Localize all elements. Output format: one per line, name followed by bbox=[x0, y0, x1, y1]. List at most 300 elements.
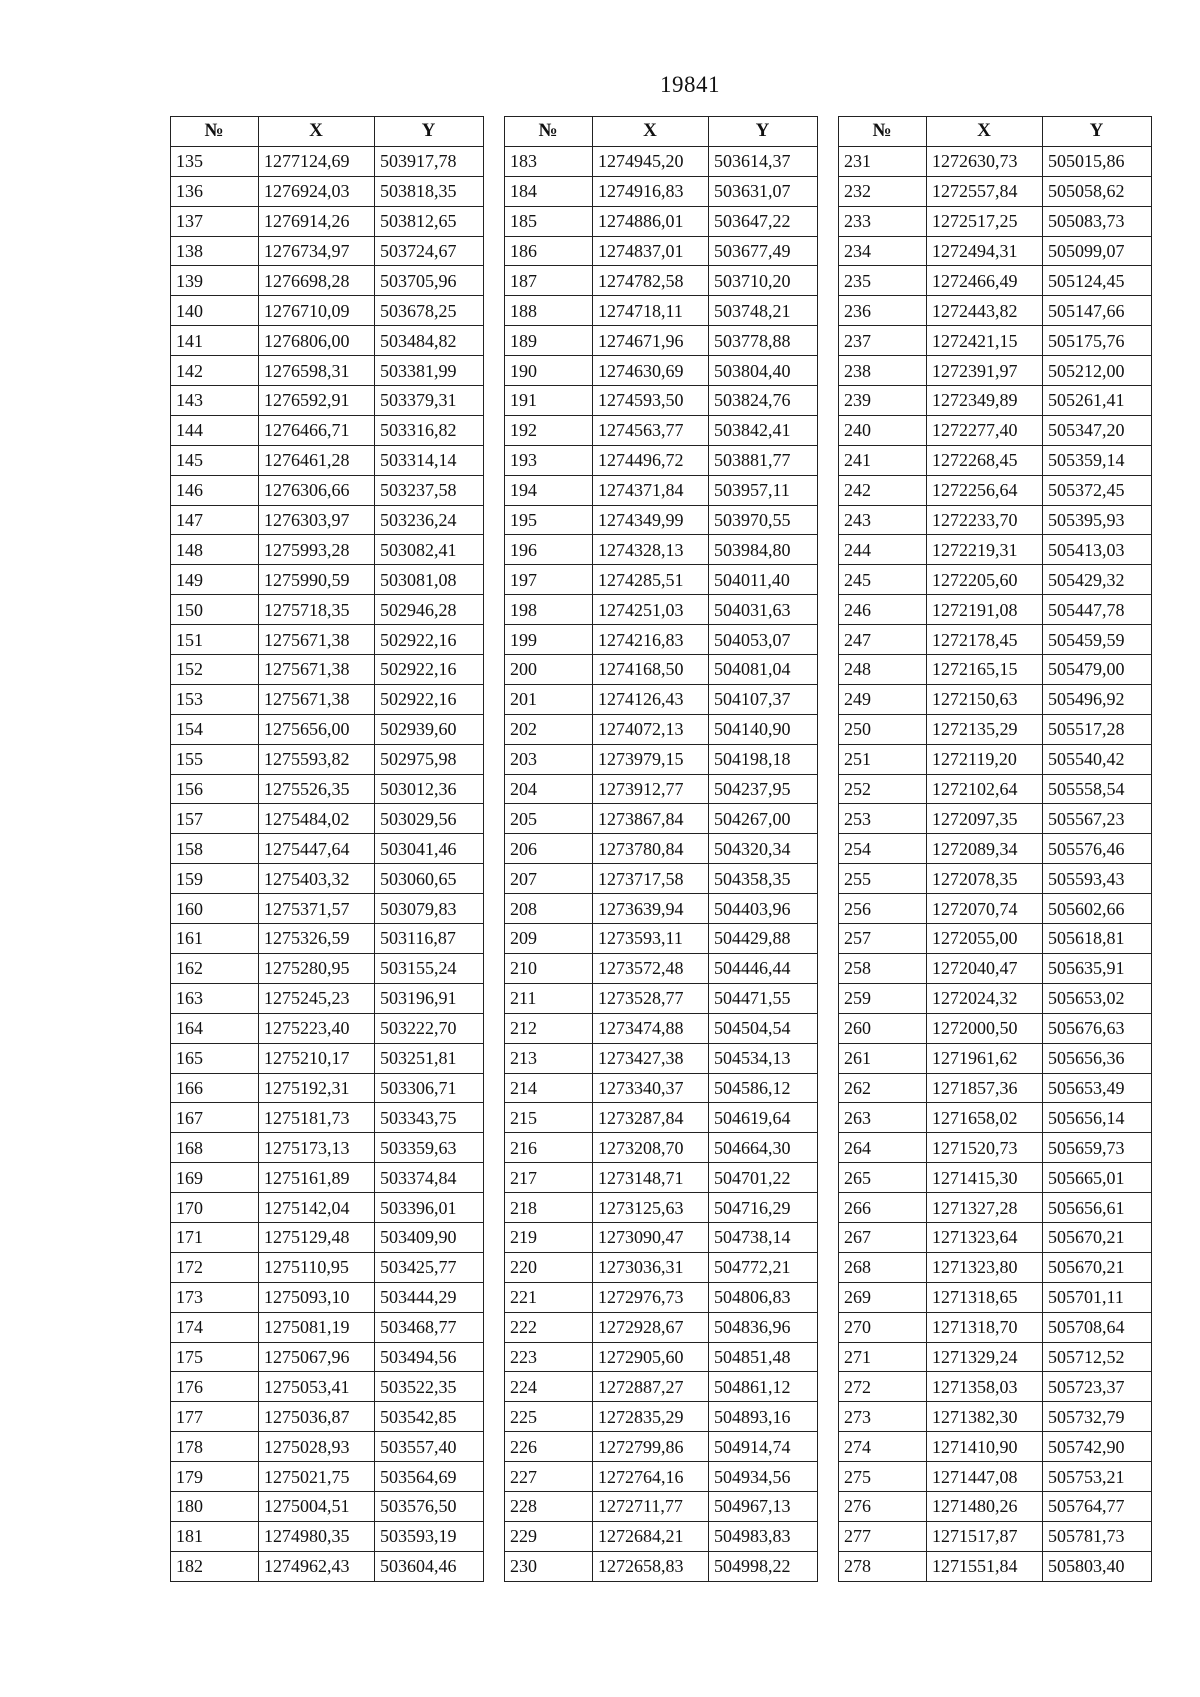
x-coordinate-cell: 1274593,50 bbox=[593, 386, 709, 416]
table-row bbox=[505, 1282, 818, 1312]
table-row bbox=[505, 565, 818, 595]
table-row bbox=[839, 1043, 1152, 1073]
y-coordinate-cell: 503984,80 bbox=[709, 535, 818, 565]
point-number-cell: 175 bbox=[171, 1342, 259, 1372]
point-number-cell: 253 bbox=[839, 804, 927, 834]
x-coordinate-cell: 1272684,21 bbox=[593, 1521, 709, 1551]
point-number-cell: 233 bbox=[839, 206, 927, 236]
x-coordinate-cell: 1275004,51 bbox=[259, 1491, 375, 1521]
table-row bbox=[505, 505, 818, 535]
y-coordinate-cell: 505656,61 bbox=[1043, 1193, 1152, 1223]
table-row bbox=[505, 176, 818, 206]
table-row bbox=[505, 535, 818, 565]
table-row bbox=[839, 1551, 1152, 1581]
point-number-cell: 221 bbox=[505, 1282, 593, 1312]
x-coordinate-cell: 1275371,57 bbox=[259, 894, 375, 924]
table-row bbox=[505, 386, 818, 416]
table-row bbox=[171, 1163, 484, 1193]
x-coordinate-cell: 1272219,31 bbox=[927, 535, 1043, 565]
x-coordinate-cell: 1276710,09 bbox=[259, 296, 375, 326]
point-number-cell: 180 bbox=[171, 1491, 259, 1521]
x-coordinate-cell: 1275142,04 bbox=[259, 1193, 375, 1223]
point-number-cell: 204 bbox=[505, 774, 593, 804]
y-coordinate-cell: 503316,82 bbox=[375, 415, 484, 445]
x-coordinate-cell: 1273572,48 bbox=[593, 953, 709, 983]
point-number-cell: 229 bbox=[505, 1521, 593, 1551]
x-coordinate-cell: 1274349,99 bbox=[593, 505, 709, 535]
table-row bbox=[839, 1252, 1152, 1282]
point-number-cell: 246 bbox=[839, 595, 927, 625]
x-coordinate-cell: 1274782,58 bbox=[593, 266, 709, 296]
table-row bbox=[839, 953, 1152, 983]
point-number-cell: 150 bbox=[171, 595, 259, 625]
y-coordinate-cell: 504011,40 bbox=[709, 565, 818, 595]
table-row bbox=[505, 834, 818, 864]
header-x: X bbox=[927, 117, 1043, 147]
y-coordinate-cell: 505395,93 bbox=[1043, 505, 1152, 535]
point-number-cell: 182 bbox=[171, 1551, 259, 1581]
y-coordinate-cell: 503155,24 bbox=[375, 953, 484, 983]
point-number-cell: 152 bbox=[171, 655, 259, 685]
point-number-cell: 230 bbox=[505, 1551, 593, 1581]
point-number-cell: 167 bbox=[171, 1103, 259, 1133]
point-number-cell: 172 bbox=[171, 1252, 259, 1282]
point-number-cell: 272 bbox=[839, 1372, 927, 1402]
table-header-row bbox=[839, 117, 1152, 147]
y-coordinate-cell: 505372,45 bbox=[1043, 475, 1152, 505]
y-coordinate-cell: 504429,88 bbox=[709, 924, 818, 954]
y-coordinate-cell: 505175,76 bbox=[1043, 326, 1152, 356]
table-header-row bbox=[171, 117, 484, 147]
y-coordinate-cell: 503396,01 bbox=[375, 1193, 484, 1223]
point-number-cell: 227 bbox=[505, 1462, 593, 1492]
table-row bbox=[171, 804, 484, 834]
point-number-cell: 165 bbox=[171, 1043, 259, 1073]
table-row bbox=[839, 1163, 1152, 1193]
table-row bbox=[839, 1342, 1152, 1372]
y-coordinate-cell: 505347,20 bbox=[1043, 415, 1152, 445]
x-coordinate-cell: 1275223,40 bbox=[259, 1013, 375, 1043]
header-y: Y bbox=[1043, 117, 1152, 147]
x-coordinate-cell: 1275326,59 bbox=[259, 924, 375, 954]
point-number-cell: 156 bbox=[171, 774, 259, 804]
point-number-cell: 268 bbox=[839, 1252, 927, 1282]
x-coordinate-cell: 1274251,03 bbox=[593, 595, 709, 625]
x-coordinate-cell: 1276598,31 bbox=[259, 356, 375, 386]
x-coordinate-cell: 1272349,89 bbox=[927, 386, 1043, 416]
x-coordinate-cell: 1274285,51 bbox=[593, 565, 709, 595]
point-number-cell: 137 bbox=[171, 206, 259, 236]
point-number-cell: 136 bbox=[171, 176, 259, 206]
table-row bbox=[505, 1491, 818, 1521]
point-number-cell: 220 bbox=[505, 1252, 593, 1282]
table-row bbox=[171, 953, 484, 983]
y-coordinate-cell: 504031,63 bbox=[709, 595, 818, 625]
coordinate-table-1 bbox=[170, 116, 484, 1582]
point-number-cell: 179 bbox=[171, 1462, 259, 1492]
point-number-cell: 189 bbox=[505, 326, 593, 356]
x-coordinate-cell: 1272089,34 bbox=[927, 834, 1043, 864]
y-coordinate-cell: 505656,36 bbox=[1043, 1043, 1152, 1073]
table-row bbox=[171, 684, 484, 714]
table-row bbox=[839, 236, 1152, 266]
point-number-cell: 183 bbox=[505, 146, 593, 176]
y-coordinate-cell: 503957,11 bbox=[709, 475, 818, 505]
y-coordinate-cell: 505058,62 bbox=[1043, 176, 1152, 206]
x-coordinate-cell: 1274671,96 bbox=[593, 326, 709, 356]
table-row bbox=[171, 834, 484, 864]
table-row bbox=[505, 924, 818, 954]
x-coordinate-cell: 1275671,38 bbox=[259, 684, 375, 714]
table-row bbox=[171, 266, 484, 296]
y-coordinate-cell: 505712,52 bbox=[1043, 1342, 1152, 1372]
y-coordinate-cell: 505212,00 bbox=[1043, 356, 1152, 386]
point-number-cell: 181 bbox=[171, 1521, 259, 1551]
x-coordinate-cell: 1272205,60 bbox=[927, 565, 1043, 595]
x-coordinate-cell: 1272658,83 bbox=[593, 1551, 709, 1581]
point-number-cell: 259 bbox=[839, 983, 927, 1013]
x-coordinate-cell: 1272466,49 bbox=[927, 266, 1043, 296]
y-coordinate-cell: 505429,32 bbox=[1043, 565, 1152, 595]
point-number-cell: 264 bbox=[839, 1133, 927, 1163]
table-row bbox=[839, 804, 1152, 834]
y-coordinate-cell: 504358,35 bbox=[709, 864, 818, 894]
point-number-cell: 240 bbox=[839, 415, 927, 445]
y-coordinate-cell: 505635,91 bbox=[1043, 953, 1152, 983]
point-number-cell: 215 bbox=[505, 1103, 593, 1133]
y-coordinate-cell: 503631,07 bbox=[709, 176, 818, 206]
y-coordinate-cell: 503818,35 bbox=[375, 176, 484, 206]
table-row bbox=[839, 1312, 1152, 1342]
table-row bbox=[505, 1372, 818, 1402]
x-coordinate-cell: 1272630,73 bbox=[927, 146, 1043, 176]
y-coordinate-cell: 504914,74 bbox=[709, 1432, 818, 1462]
x-coordinate-cell: 1275447,64 bbox=[259, 834, 375, 864]
y-coordinate-cell: 504851,48 bbox=[709, 1342, 818, 1372]
x-coordinate-cell: 1272256,64 bbox=[927, 475, 1043, 505]
point-number-cell: 231 bbox=[839, 146, 927, 176]
x-coordinate-cell: 1276303,97 bbox=[259, 505, 375, 535]
x-coordinate-cell: 1272277,40 bbox=[927, 415, 1043, 445]
table-row bbox=[505, 356, 818, 386]
x-coordinate-cell: 1275181,73 bbox=[259, 1103, 375, 1133]
x-coordinate-cell: 1275526,35 bbox=[259, 774, 375, 804]
point-number-cell: 159 bbox=[171, 864, 259, 894]
point-number-cell: 187 bbox=[505, 266, 593, 296]
y-coordinate-cell: 503564,69 bbox=[375, 1462, 484, 1492]
x-coordinate-cell: 1275192,31 bbox=[259, 1073, 375, 1103]
point-number-cell: 174 bbox=[171, 1312, 259, 1342]
table-row bbox=[839, 445, 1152, 475]
point-number-cell: 265 bbox=[839, 1163, 927, 1193]
x-coordinate-cell: 1275403,32 bbox=[259, 864, 375, 894]
y-coordinate-cell: 502946,28 bbox=[375, 595, 484, 625]
y-coordinate-cell: 503484,82 bbox=[375, 326, 484, 356]
y-coordinate-cell: 503116,87 bbox=[375, 924, 484, 954]
table-row bbox=[839, 1103, 1152, 1133]
table-row bbox=[171, 774, 484, 804]
x-coordinate-cell: 1272711,77 bbox=[593, 1491, 709, 1521]
x-coordinate-cell: 1271551,84 bbox=[927, 1551, 1043, 1581]
y-coordinate-cell: 505602,66 bbox=[1043, 894, 1152, 924]
x-coordinate-cell: 1275173,13 bbox=[259, 1133, 375, 1163]
point-number-cell: 190 bbox=[505, 356, 593, 386]
x-coordinate-cell: 1274371,84 bbox=[593, 475, 709, 505]
y-coordinate-cell: 503724,67 bbox=[375, 236, 484, 266]
point-number-cell: 235 bbox=[839, 266, 927, 296]
point-number-cell: 234 bbox=[839, 236, 927, 266]
y-coordinate-cell: 503314,14 bbox=[375, 445, 484, 475]
point-number-cell: 173 bbox=[171, 1282, 259, 1312]
y-coordinate-cell: 504998,22 bbox=[709, 1551, 818, 1581]
point-number-cell: 177 bbox=[171, 1402, 259, 1432]
coordinate-tables bbox=[170, 116, 1152, 1582]
point-number-cell: 158 bbox=[171, 834, 259, 864]
point-number-cell: 196 bbox=[505, 535, 593, 565]
table-row bbox=[505, 445, 818, 475]
table-row bbox=[839, 1282, 1152, 1312]
point-number-cell: 145 bbox=[171, 445, 259, 475]
y-coordinate-cell: 505099,07 bbox=[1043, 236, 1152, 266]
point-number-cell: 222 bbox=[505, 1312, 593, 1342]
table-row bbox=[839, 206, 1152, 236]
x-coordinate-cell: 1272268,45 bbox=[927, 445, 1043, 475]
x-coordinate-cell: 1276461,28 bbox=[259, 445, 375, 475]
x-coordinate-cell: 1274216,83 bbox=[593, 625, 709, 655]
table-row bbox=[505, 804, 818, 834]
x-coordinate-cell: 1273717,58 bbox=[593, 864, 709, 894]
table-row bbox=[505, 655, 818, 685]
y-coordinate-cell: 503557,40 bbox=[375, 1432, 484, 1462]
y-coordinate-cell: 505567,23 bbox=[1043, 804, 1152, 834]
y-coordinate-cell: 504806,83 bbox=[709, 1282, 818, 1312]
point-number-cell: 178 bbox=[171, 1432, 259, 1462]
table-row bbox=[839, 176, 1152, 206]
point-number-cell: 239 bbox=[839, 386, 927, 416]
y-coordinate-cell: 503306,71 bbox=[375, 1073, 484, 1103]
point-number-cell: 161 bbox=[171, 924, 259, 954]
y-coordinate-cell: 502922,16 bbox=[375, 655, 484, 685]
x-coordinate-cell: 1275484,02 bbox=[259, 804, 375, 834]
point-number-cell: 151 bbox=[171, 625, 259, 655]
y-coordinate-cell: 503079,83 bbox=[375, 894, 484, 924]
y-coordinate-cell: 503041,46 bbox=[375, 834, 484, 864]
x-coordinate-cell: 1273090,47 bbox=[593, 1222, 709, 1252]
y-coordinate-cell: 505653,02 bbox=[1043, 983, 1152, 1013]
y-coordinate-cell: 503576,50 bbox=[375, 1491, 484, 1521]
point-number-cell: 184 bbox=[505, 176, 593, 206]
y-coordinate-cell: 505676,63 bbox=[1043, 1013, 1152, 1043]
table-row bbox=[171, 475, 484, 505]
table-row bbox=[505, 206, 818, 236]
y-coordinate-cell: 504140,90 bbox=[709, 714, 818, 744]
point-number-cell: 260 bbox=[839, 1013, 927, 1043]
table-row bbox=[505, 894, 818, 924]
y-coordinate-cell: 505540,42 bbox=[1043, 744, 1152, 774]
table-row bbox=[171, 176, 484, 206]
x-coordinate-cell: 1271520,73 bbox=[927, 1133, 1043, 1163]
x-coordinate-cell: 1276914,26 bbox=[259, 206, 375, 236]
table-row bbox=[839, 505, 1152, 535]
point-number-cell: 186 bbox=[505, 236, 593, 266]
y-coordinate-cell: 503705,96 bbox=[375, 266, 484, 296]
table-row bbox=[839, 1491, 1152, 1521]
x-coordinate-cell: 1274980,35 bbox=[259, 1521, 375, 1551]
table-row bbox=[171, 983, 484, 1013]
y-coordinate-cell: 505659,73 bbox=[1043, 1133, 1152, 1163]
point-number-cell: 202 bbox=[505, 714, 593, 744]
point-number-cell: 155 bbox=[171, 744, 259, 774]
x-coordinate-cell: 1271517,87 bbox=[927, 1521, 1043, 1551]
table-row bbox=[171, 505, 484, 535]
x-coordinate-cell: 1276466,71 bbox=[259, 415, 375, 445]
y-coordinate-cell: 503593,19 bbox=[375, 1521, 484, 1551]
y-coordinate-cell: 505764,77 bbox=[1043, 1491, 1152, 1521]
point-number-cell: 254 bbox=[839, 834, 927, 864]
table-row bbox=[839, 1013, 1152, 1043]
x-coordinate-cell: 1271961,62 bbox=[927, 1043, 1043, 1073]
y-coordinate-cell: 505742,90 bbox=[1043, 1432, 1152, 1462]
table-row bbox=[839, 386, 1152, 416]
x-coordinate-cell: 1274126,43 bbox=[593, 684, 709, 714]
point-number-cell: 199 bbox=[505, 625, 593, 655]
x-coordinate-cell: 1276592,91 bbox=[259, 386, 375, 416]
point-number-cell: 171 bbox=[171, 1222, 259, 1252]
x-coordinate-cell: 1271857,36 bbox=[927, 1073, 1043, 1103]
point-number-cell: 153 bbox=[171, 684, 259, 714]
table-row bbox=[505, 1163, 818, 1193]
x-coordinate-cell: 1275161,89 bbox=[259, 1163, 375, 1193]
x-coordinate-cell: 1274563,77 bbox=[593, 415, 709, 445]
x-coordinate-cell: 1275990,59 bbox=[259, 565, 375, 595]
point-number-cell: 245 bbox=[839, 565, 927, 595]
x-coordinate-cell: 1274837,01 bbox=[593, 236, 709, 266]
point-number-cell: 214 bbox=[505, 1073, 593, 1103]
y-coordinate-cell: 504320,34 bbox=[709, 834, 818, 864]
point-number-cell: 191 bbox=[505, 386, 593, 416]
y-coordinate-cell: 503604,46 bbox=[375, 1551, 484, 1581]
point-number-cell: 236 bbox=[839, 296, 927, 326]
point-number-cell: 157 bbox=[171, 804, 259, 834]
y-coordinate-cell: 505732,79 bbox=[1043, 1402, 1152, 1432]
table-row bbox=[171, 1312, 484, 1342]
y-coordinate-cell: 505665,01 bbox=[1043, 1163, 1152, 1193]
x-coordinate-cell: 1272835,29 bbox=[593, 1402, 709, 1432]
x-coordinate-cell: 1276734,97 bbox=[259, 236, 375, 266]
x-coordinate-cell: 1272191,08 bbox=[927, 595, 1043, 625]
point-number-cell: 168 bbox=[171, 1133, 259, 1163]
y-coordinate-cell: 503425,77 bbox=[375, 1252, 484, 1282]
table-row bbox=[171, 1222, 484, 1252]
point-number-cell: 166 bbox=[171, 1073, 259, 1103]
point-number-cell: 217 bbox=[505, 1163, 593, 1193]
y-coordinate-cell: 504664,30 bbox=[709, 1133, 818, 1163]
point-number-cell: 278 bbox=[839, 1551, 927, 1581]
table-row bbox=[171, 714, 484, 744]
table-row bbox=[171, 565, 484, 595]
table-row bbox=[839, 894, 1152, 924]
table-row bbox=[839, 475, 1152, 505]
table-row bbox=[505, 475, 818, 505]
y-coordinate-cell: 504738,14 bbox=[709, 1222, 818, 1252]
header-number: № bbox=[505, 117, 593, 147]
x-coordinate-cell: 1275110,95 bbox=[259, 1252, 375, 1282]
point-number-cell: 164 bbox=[171, 1013, 259, 1043]
x-coordinate-cell: 1275280,95 bbox=[259, 953, 375, 983]
y-coordinate-cell: 504716,29 bbox=[709, 1193, 818, 1223]
table-row bbox=[505, 1193, 818, 1223]
table-row bbox=[839, 1521, 1152, 1551]
y-coordinate-cell: 504586,12 bbox=[709, 1073, 818, 1103]
table-row bbox=[171, 236, 484, 266]
table-row bbox=[505, 714, 818, 744]
x-coordinate-cell: 1273979,15 bbox=[593, 744, 709, 774]
y-coordinate-cell: 503082,41 bbox=[375, 535, 484, 565]
x-coordinate-cell: 1271410,90 bbox=[927, 1432, 1043, 1462]
table-row bbox=[839, 565, 1152, 595]
table-header-row bbox=[505, 117, 818, 147]
table-row bbox=[171, 1133, 484, 1163]
x-coordinate-cell: 1273125,63 bbox=[593, 1193, 709, 1223]
y-coordinate-cell: 503409,90 bbox=[375, 1222, 484, 1252]
point-number-cell: 219 bbox=[505, 1222, 593, 1252]
point-number-cell: 271 bbox=[839, 1342, 927, 1372]
y-coordinate-cell: 504861,12 bbox=[709, 1372, 818, 1402]
table-row bbox=[839, 1193, 1152, 1223]
table-row bbox=[505, 1222, 818, 1252]
table-row bbox=[171, 296, 484, 326]
x-coordinate-cell: 1271415,30 bbox=[927, 1163, 1043, 1193]
table-row bbox=[839, 655, 1152, 685]
y-coordinate-cell: 503678,25 bbox=[375, 296, 484, 326]
x-coordinate-cell: 1272391,97 bbox=[927, 356, 1043, 386]
table-row bbox=[505, 983, 818, 1013]
y-coordinate-cell: 505803,40 bbox=[1043, 1551, 1152, 1581]
table-row bbox=[839, 744, 1152, 774]
x-coordinate-cell: 1275210,17 bbox=[259, 1043, 375, 1073]
table-row bbox=[505, 266, 818, 296]
point-number-cell: 273 bbox=[839, 1402, 927, 1432]
y-coordinate-cell: 502975,98 bbox=[375, 744, 484, 774]
y-coordinate-cell: 503842,41 bbox=[709, 415, 818, 445]
x-coordinate-cell: 1274630,69 bbox=[593, 356, 709, 386]
y-coordinate-cell: 503012,36 bbox=[375, 774, 484, 804]
x-coordinate-cell: 1271323,80 bbox=[927, 1252, 1043, 1282]
y-coordinate-cell: 503542,85 bbox=[375, 1402, 484, 1432]
y-coordinate-cell: 505670,21 bbox=[1043, 1222, 1152, 1252]
x-coordinate-cell: 1273036,31 bbox=[593, 1252, 709, 1282]
point-number-cell: 139 bbox=[171, 266, 259, 296]
x-coordinate-cell: 1272421,15 bbox=[927, 326, 1043, 356]
point-number-cell: 147 bbox=[171, 505, 259, 535]
point-number-cell: 154 bbox=[171, 714, 259, 744]
y-coordinate-cell: 503917,78 bbox=[375, 146, 484, 176]
table-row bbox=[505, 625, 818, 655]
point-number-cell: 210 bbox=[505, 953, 593, 983]
point-number-cell: 200 bbox=[505, 655, 593, 685]
table-row bbox=[839, 1073, 1152, 1103]
x-coordinate-cell: 1271382,30 bbox=[927, 1402, 1043, 1432]
table-row bbox=[171, 894, 484, 924]
table-row bbox=[505, 1133, 818, 1163]
header-x: X bbox=[259, 117, 375, 147]
y-coordinate-cell: 505124,45 bbox=[1043, 266, 1152, 296]
table-row bbox=[505, 1432, 818, 1462]
y-coordinate-cell: 503081,08 bbox=[375, 565, 484, 595]
table-row bbox=[839, 983, 1152, 1013]
y-coordinate-cell: 504107,37 bbox=[709, 684, 818, 714]
point-number-cell: 192 bbox=[505, 415, 593, 445]
